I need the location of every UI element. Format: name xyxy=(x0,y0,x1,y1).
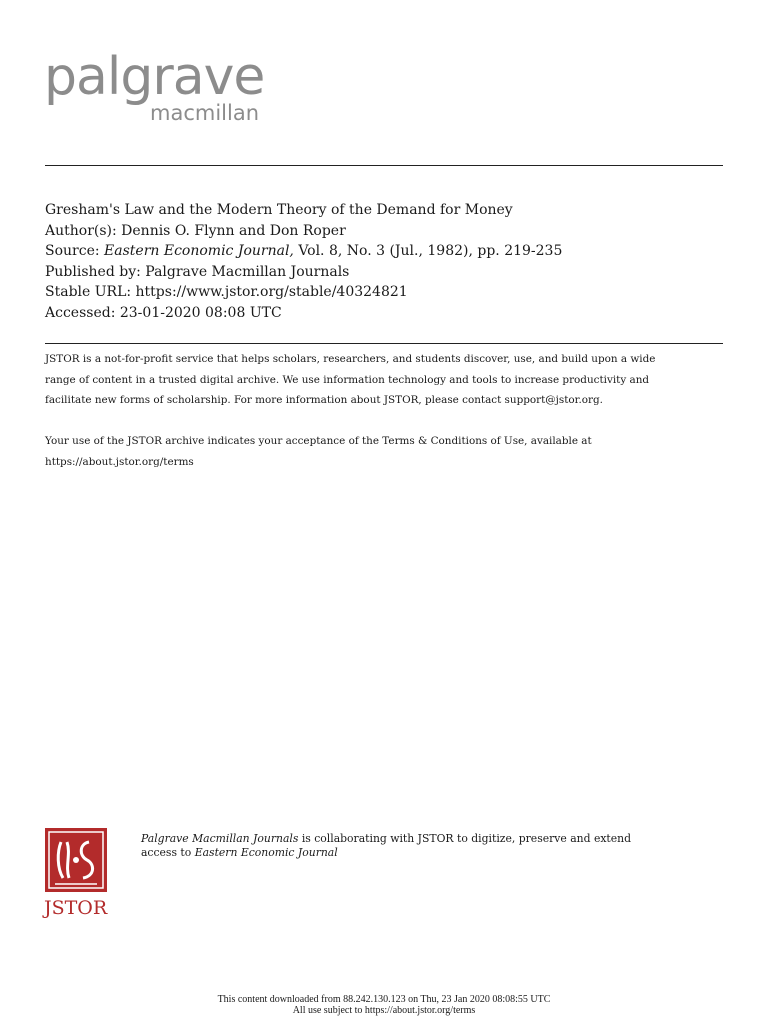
article-authors: Author(s): Dennis O. Flynn and Don Roper xyxy=(45,222,346,239)
notice-line: facilitate new forms of scholarship. For more information about JSTOR, please contact support@jstor.org. xyxy=(45,394,603,407)
footer-line-2: All use subject to https://about.jstor.org/terms xyxy=(292,1005,476,1016)
jstor-notice-paragraph xyxy=(45,349,725,411)
middle-divider xyxy=(45,343,723,344)
collab-text: access to xyxy=(141,845,195,859)
terms-notice-paragraph xyxy=(45,431,725,472)
article-title: Gresham's Law and the Modern Theory of the Demand for Money xyxy=(45,202,513,218)
download-footer xyxy=(0,994,768,1016)
jstor-seal-icon xyxy=(45,828,107,892)
source-label: Source: xyxy=(45,243,105,259)
source-journal: Eastern Economic Journal, xyxy=(104,243,294,259)
top-divider xyxy=(45,165,723,166)
collab-line-2 xyxy=(141,846,631,860)
stable-url-link[interactable]: Stable URL: https://www.jstor.org/stable/40324821 xyxy=(45,284,408,300)
accessed-date: Accessed: 23-01-2020 08:08 UTC xyxy=(45,304,282,321)
publisher-line: Published by: Palgrave Macmillan Journals xyxy=(45,263,350,280)
collab-line-1 xyxy=(141,832,631,846)
collab-journal: Eastern Economic Journal xyxy=(194,845,338,859)
logo-subtitle: macmillan xyxy=(150,101,260,125)
jstor-wordmark: JSTOR xyxy=(44,897,108,919)
collab-text: is collaborating with JSTOR to digitize, preserve and extend xyxy=(298,832,632,845)
logo-wordmark: palgrave xyxy=(44,47,265,107)
citation-block xyxy=(45,200,562,323)
seal-ornament xyxy=(73,857,79,863)
palgrave-macmillan-logo xyxy=(44,46,264,126)
terms-link[interactable]: https://about.jstor.org/terms xyxy=(45,455,194,468)
notice-line: range of content in a trusted digital archive. We use information technology and tools to increase productivity and xyxy=(45,373,650,386)
footer-line-1: This content downloaded from 88.242.130.123 on Thu, 23 Jan 2020 08:08:55 UTC xyxy=(217,994,551,1005)
collaboration-notice xyxy=(141,832,631,859)
collab-publisher: Palgrave Macmillan Journals xyxy=(141,832,299,845)
terms-line: Your use of the JSTOR archive indicates your acceptance of the Terms & Conditions of Use, available at xyxy=(45,435,592,447)
notice-line: JSTOR is a not-for-profit service that helps scholars, researchers, and students discover, use, and build upon a wide xyxy=(45,353,656,365)
source-details: Vol. 8, No. 3 (Jul., 1982), pp. 219-235 xyxy=(293,243,563,259)
article-source xyxy=(45,241,562,262)
